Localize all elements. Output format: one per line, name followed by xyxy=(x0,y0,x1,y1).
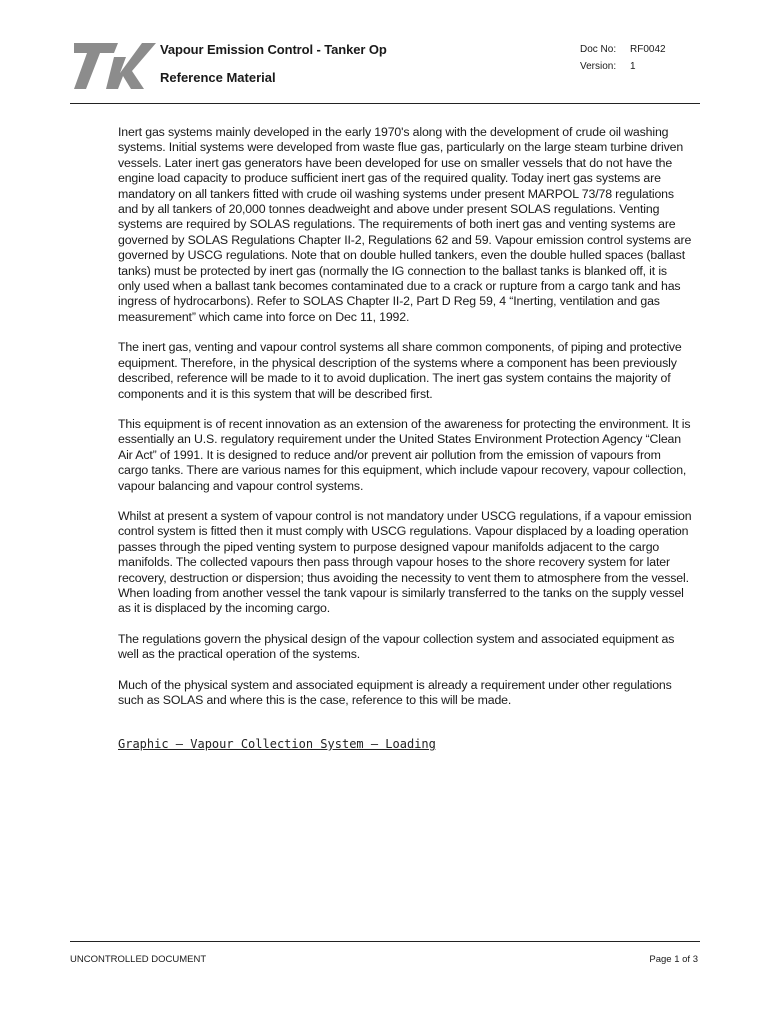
header-divider xyxy=(70,103,700,104)
paragraph: The inert gas, venting and vapour control systems all share common components, of piping and protective equipment. Therefore, in the physical description of the systems where a component has been previously described, reference will be made to it to avoid duplication. The inert gas system contains the majority of components and it is this system that will be described first. xyxy=(118,340,682,401)
footer-status: UNCONTROLLED DOCUMENT xyxy=(70,954,207,965)
doc-no-label: Doc No: xyxy=(580,44,617,55)
tk-logo-icon xyxy=(74,43,156,89)
footer-divider xyxy=(70,941,700,942)
paragraph: Inert gas systems mainly developed in the early 1970's along with the development of crude oil washing systems. Initial systems were developed from waste flue gas, particularly on the large steam turbine driven vessels. Later inert gas generators have been developed for use on smaller vessels that do not have the engine load capacity to produce sufficient inert gas of the required quality. Today inert gas systems are mandatory on all tankers fitted with crude oil washing systems under present MARPOL 73/78 regulations and by all tankers of 20,000 tonnes deadweight and above under present SOLAS regulations. Venting systems are required by SOLAS regulations. The requirements of both inert gas and venting systems are governed by SOLAS Regulations Chapter II-2, Regulations 62 and 59. Vapour emission control systems are governed by USCG regulations. Note that on double hulled tankers, even the double hulled spaces (ballast tanks) must be protected by inert gas (normally the IG connection to the ballast tanks is blanked off, it is only used when a ballast tank becomes contaminated due to a crack or rupture from a cargo tank and has ingress of hydrocarbons). Refer to SOLAS Chapter II-2, Part D Reg 59, 4 “Inerting, ventilation and gas measurement” which came into force on Dec 11, 1992. xyxy=(118,125,692,324)
paragraph: This equipment is of recent innovation as an extension of the awareness for protecting the environment. It is essentially an U.S. regulatory requirement under the United States Environment Protection Agency “Clean Air Act” of 1991. It is designed to reduce and/or prevent air pollution from the emission of vapours from cargo tanks. There are various names for this equipment, which include vapour recovery, vapour collection, vapour balancing and vapour control systems. xyxy=(118,416,691,493)
paragraph: Whilst at present a system of vapour control is not mandatory under USCG regulations, if a vapour emission control system is fitted then it must comply with USCG regulations. Vapour displaced by a loading operation passes through the piped venting system to purpose designed vapour manifolds adjacent to the cargo manifolds. The collected vapours then pass through vapour hoses to the shore recovery system for later recovery, destruction or dispersion; thus avoiding the necessity to vent them to atmosphere from the vessel. When loading from another vessel the tank vapour is similarly transferred to the tanks on the supply vessel as it is displaced by the incoming cargo. xyxy=(118,508,692,616)
document-title: Vapour Emission Control - Tanker Op xyxy=(160,42,387,57)
doc-no-value: RF0042 xyxy=(630,44,666,55)
document-body xyxy=(118,125,692,723)
page-number: Page 1 of 3 xyxy=(649,954,698,965)
paragraph: The regulations govern the physical design of the vapour collection system and associated equipment as well as the practical operation of the systems. xyxy=(118,631,675,662)
graphic-link[interactable]: Graphic – Vapour Collection System – Loading xyxy=(118,737,436,751)
version-value: 1 xyxy=(630,61,636,72)
document-subtitle: Reference Material xyxy=(160,70,276,85)
paragraph: Much of the physical system and associated equipment is already a requirement under other regulations such as SOLAS and where this is the case, reference to this will be made. xyxy=(118,677,672,707)
version-label: Version: xyxy=(580,61,617,72)
